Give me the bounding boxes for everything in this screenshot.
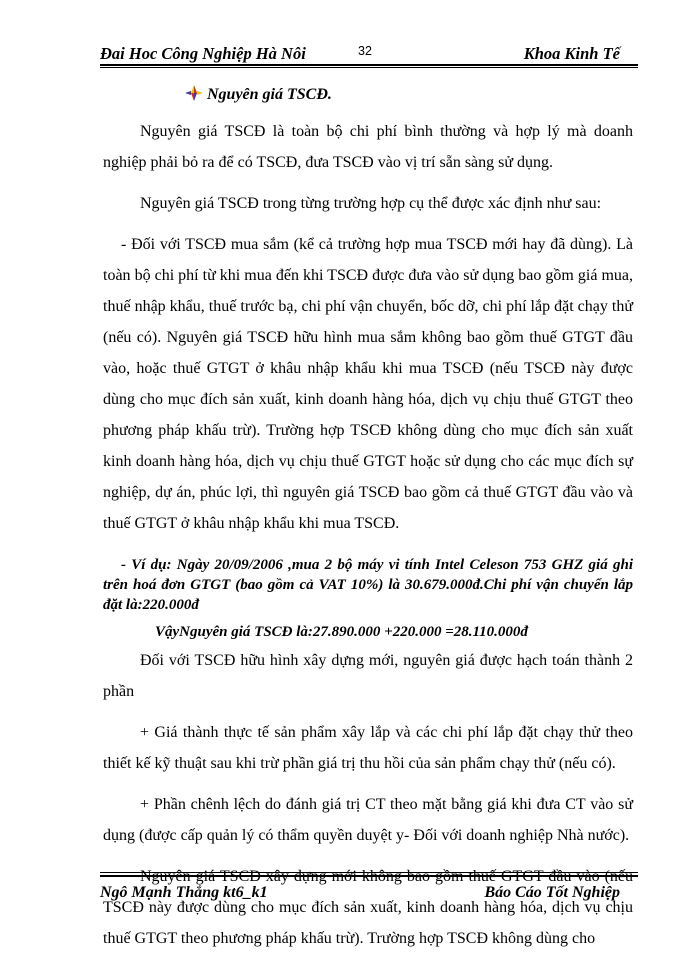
footer-rule-thin: [100, 872, 638, 873]
header-school-name: Đai Hoc Công Nghiệp Hà Nôi: [100, 44, 306, 63]
page-footer: [100, 884, 638, 906]
paragraph-intro: Nguyên giá TSCĐ trong từng trường hợp cụ thể được xác định như sau:: [140, 195, 602, 212]
header-rule-thin: [100, 67, 638, 68]
footer-report-title: Báo Cáo Tốt Nghiệp: [484, 884, 620, 901]
example-text: - Ví dụ: Ngày 20/09/2006 ,mua 2 bộ máy vi tính Intel Celeson 753 GHZ giá ghi trên hoá đơn GTGT (bao gồm cả VAT 10%) là 30.679.000đ.Chi phí vận chuyển lắp đặt là:220.000đ: [103, 557, 633, 613]
footer-author: Ngô Mạnh Thắng kt6_k1: [100, 884, 268, 901]
paragraph-revaluation-difference: + Phần chênh lệch do đánh giá trị CT theo mặt bằng giá khi đưa CT vào sử dụng (được cấp quản lý có thẩm quyền duyệt y- Đối với doanh nghiệp Nhà nước).: [103, 796, 633, 844]
page-number: 32: [358, 44, 372, 58]
diamond-bullet-icon: [185, 82, 203, 98]
paragraph-construction-cost: + Giá thành thực tế sản phẩm xây lắp và các chi phí lắp đặt chạy thử theo thiết kế kỹ thuật sau khi trừ phần giá trị thu hồi của sản phẩm chạy thử (nếu có).: [103, 724, 633, 772]
header-faculty: Khoa Kinh Tế: [523, 44, 620, 63]
section-heading-text: Nguyên giá TSCĐ.: [207, 86, 332, 103]
paragraph-definition: Nguyên giá TSCĐ là toàn bộ chi phí bình thường và hợp lý mà doanh nghiệp phải bỏ ra để có TSCĐ, đưa TSCĐ vào vị trí sẵn sàng sử dụng.: [103, 123, 633, 171]
page-body: [103, 80, 633, 954]
paragraph-purchased-assets: - Đối với TSCĐ mua sắm (kể cả trường hợp mua TSCĐ mới hay đã dùng). Là toàn bộ chi phí từ khi mua đến khi TSCĐ được đưa vào sử dụng bao gồm giá mua, thuế nhập khẩu, thuế trước bạ, chi phí vận chuyển, bốc dỡ, chi phí lắp đặt chạy thử (nếu có). Nguyên giá TSCĐ hữu hình mua sắm không bao gồm thuế GTGT đầu vào, hoặc thuế GTGT ở khâu nhập khẩu khi mua TSCĐ (nếu TSCĐ này được dùng cho mục đích sản xuất, kinh doanh hàng hóa, dịch vụ chịu thuế GTGT theo phương pháp khấu trừ). Trường hợp TSCĐ không dùng cho mục đích sản xuất kinh doanh hàng hóa, dịch vụ chịu thuế GTGT hoặc sử dụng cho các mục đích sự nghiệp, dự án, phúc lợi, thì nguyên giá TSCĐ bao gồm cả thuế GTGT đầu vào và thuế GTGT ở khâu nhập khẩu khi mua TSCĐ.: [103, 236, 633, 532]
paragraph-new-construction: Đối với TSCĐ hữu hình xây dựng mới, nguyên giá được hạch toán thành 2 phần: [103, 652, 633, 700]
header-rule-thick: [100, 64, 638, 66]
example-calculation: VậyNguyên giá TSCĐ là:27.890.000 +220.000 =28.110.000đ: [155, 624, 528, 640]
footer-rule-thick: [100, 875, 638, 877]
section-heading: [185, 80, 633, 110]
paragraph-vat-exclusion: Nguyên giá TSCĐ xây dựng mới không bao gồm thuế GTGT đầu vào (nếu TSCĐ này được dùng cho mục đích sản xuất, kinh doanh hàng hóa, dịch vụ chịu thuế GTGT theo phương pháp khấu trừ). Trường hợp TSCĐ không dùng cho: [103, 868, 633, 947]
